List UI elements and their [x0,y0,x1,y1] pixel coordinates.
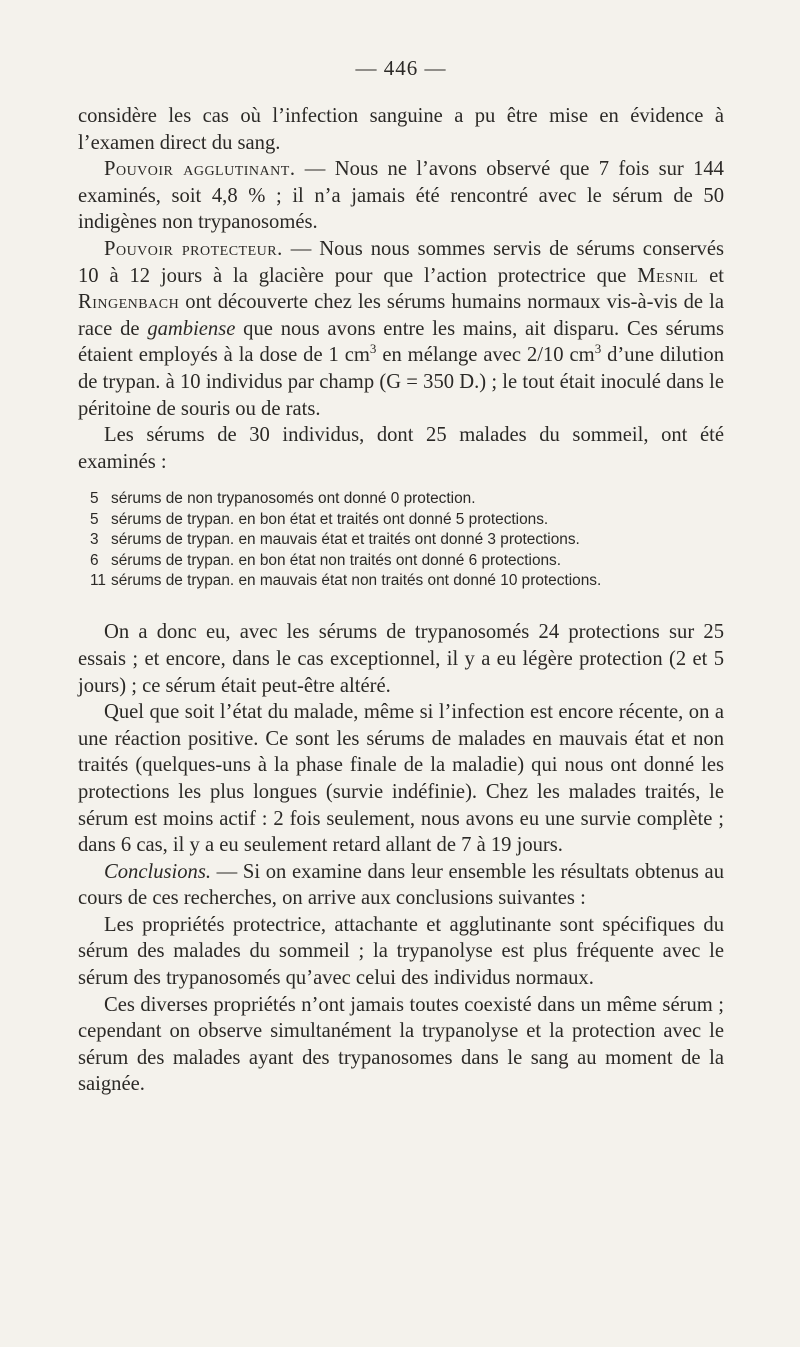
paragraph-text: et [698,264,724,287]
paragraph-conclusions [78,859,724,912]
list-item-text: sérums de non trypanosomés ont donné 0 protection. [111,490,476,508]
list-item-text: sérums de trypan. en bon état non traités ont donné 6 protections. [111,551,562,569]
list-item-count: 5 [90,490,99,508]
species-name: gambiense [147,317,236,340]
paragraph-protective-power [78,236,724,422]
paragraph-agglutinating-power [78,156,724,236]
results-list [90,489,724,591]
list-item-text: sérums de trypan. en mauvais état non traités ont donné 10 protections. [111,571,602,589]
page-number: — 446 — [355,56,447,80]
superscript: 3 [594,341,602,357]
section-heading-conclusions: Conclusions. [104,860,211,883]
paragraph-text: — Nous nous sommes servis de sérums conservés 10 à 12 jours à la glacière pour que l’action protectrice que [78,237,724,287]
list-item [90,571,724,591]
paragraph-summary-protections [78,619,724,699]
list-item [90,489,724,509]
paragraph-text: — Nous ne l’avons observé que 7 fois sur 144 examinés, soit 4,8 % ; il n’a jamais été rencontré avec le sérum de 50 indigènes non trypanosomés. [78,158,724,234]
paragraph-text: Quel que soit l’état du malade, même si l’infection est encore récente, on a une réaction positive. Ce sont les sérums de malades en mauvais état et non traités (quelques-uns à la phase finale de la maladie) qui nous ont donné les protections les plus longues (survie indéfinie). Chez les malades traités, le sérum est moins actif : 2 fois seulement, nous avons eu une survie complète ; dans 6 cas, il y a eu seulement retard allant de 7 à 19 jours. [78,701,724,857]
author-name: Mesnil [637,264,699,287]
list-item-count: 5 [90,510,99,528]
paragraph-coexistence [78,992,724,1098]
section-heading-agglutinating-power: Pouvoir agglutinant. [104,158,296,181]
list-item-count: 3 [90,531,99,549]
paragraph-text: Les propriétés protectrice, attachante et agglutinante sont spécifiques du sérum des malades du sommeil ; la trypanolyse est plus fréquente avec le sérum des trypanosomés qu’avec celui des individus normaux. [78,913,724,990]
list-item [90,551,724,571]
superscript: 3 [369,341,377,357]
paragraph-patient-state [78,699,724,859]
section-heading-protective-power: Pouvoir protecteur. [104,237,283,260]
paragraph-text: ont découverte chez les sérums humains normaux vis-à-vis de la race de [78,291,724,340]
paragraph-text: en mélange avec 2/10 cm [376,344,595,367]
list-item [90,510,724,530]
paragraph-text: On a donc eu, avec les sérums de trypanosomés 24 protections sur 25 essais ; et encore, dans le cas exceptionnel, il y a eu légère protection (2 et 5 jours) ; ce sérum était peut-être altéré. [78,621,724,697]
list-item-text: sérums de trypan. en mauvais état et traités ont donné 3 protections. [111,531,580,549]
paragraph-intro-continuation [78,103,724,156]
paragraph-text: Les sérums de 30 individus, dont 25 malades du sommeil, ont été examinés : [78,424,724,473]
list-item-count: 6 [90,551,99,569]
paragraph-text: que nous avons entre les mains, ait disparu. Ces sérums étaient employés à la dose de 1 cm [78,317,724,367]
list-item-count: 11 [90,571,106,589]
author-name: Ringenbach [78,291,180,314]
paragraph-text: d’une dilution de trypan. à 10 individus par champ (G = 350 D.) ; le tout était inoculé dans le péritoine de souris ou de rats. [78,344,724,420]
paragraph-text: — Si on examine dans leur ensemble les résultats obtenus au cours de ces recherches, on arrive aux conclusions suivantes : [78,860,724,910]
list-item-text: sérums de trypan. en bon état et traités ont donné 5 protections. [111,510,549,528]
paragraph-text: considère les cas où l’infection sanguine a pu être mise en évidence à l’examen direct du sang. [78,105,724,154]
paragraph-specific-properties [78,912,724,992]
list-item [90,530,724,550]
paragraph-text: Ces diverses propriétés n’ont jamais toutes coexisté dans un même sérum ; cependant on observe simultanément la trypanolyse et la protection avec le sérum des malades ayant des trypanosomes dans le sang au moment de la saignée. [78,993,724,1096]
paragraph-sera-examined [78,422,724,475]
